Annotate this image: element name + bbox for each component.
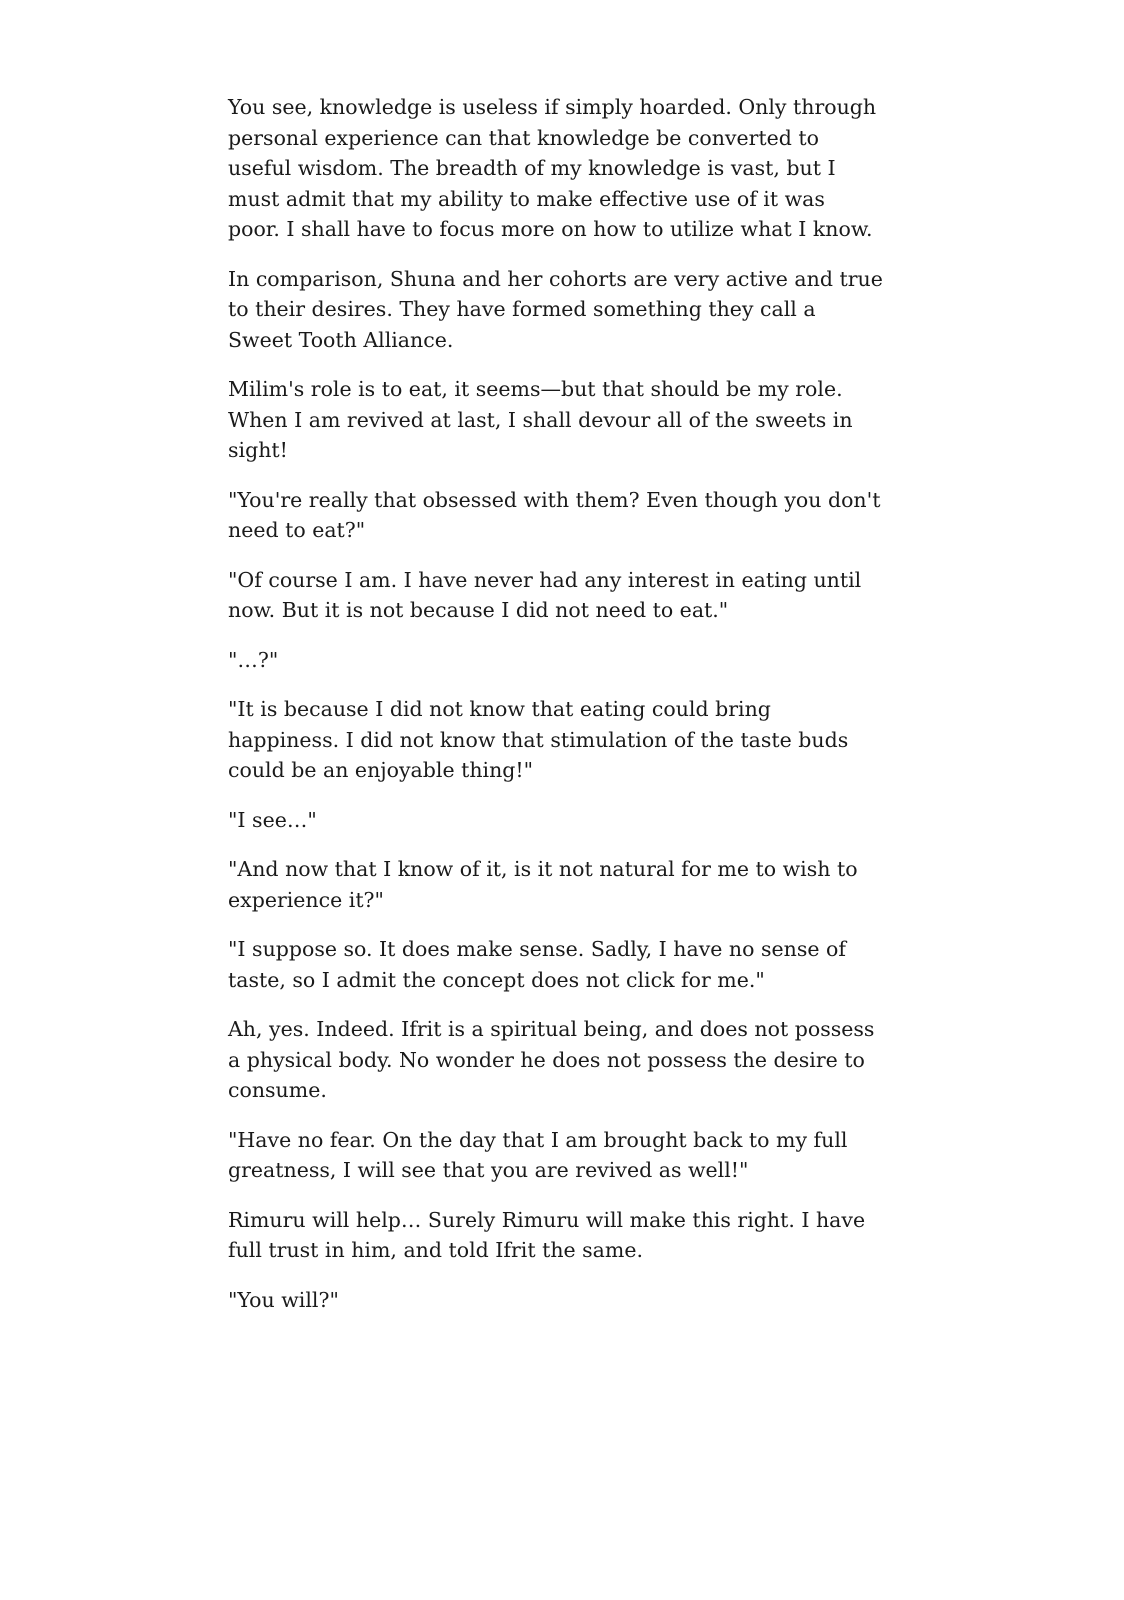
paragraph: "I suppose so. It does make sense. Sadly, I have no sense of taste, so I admit the concept does not click for me." — [228, 937, 846, 992]
paragraph: "And now that I know of it, is it not natural for me to wish to experience it?" — [228, 857, 858, 912]
paragraph: In comparison, Shuna and her cohorts are very active and true to their desires. They have formed something they call a Sweet Tooth Alliance. — [228, 266, 883, 352]
paragraph: Ah, yes. Indeed. Ifrit is a spiritual being, and does not possess a physical body. No wonder he does not possess the desire to consume. — [228, 1017, 875, 1102]
paragraph: Milim's role is to eat, it seems—but that should be my role. When I am revived at last, I shall devour all of the sweets in sight! — [228, 377, 853, 462]
body-text-column — [228, 92, 883, 1315]
paragraph: "I see…" — [228, 807, 317, 832]
paragraph: You see, knowledge is useless if simply hoarded. Only through personal experience can that knowledge be converted to useful wisdom. The breadth of my knowledge is vast, but I must admit that my ability to make effective use of it was poor. I shall have to focus more on how to utilize what I know. — [228, 95, 877, 241]
paragraph: "It is because I did not know that eating could bring happiness. I did not know that stimulation of the taste buds could be an enjoyable thing!" — [228, 697, 849, 782]
paragraph: "…?" — [228, 647, 279, 672]
paragraph: "Have no fear. On the day that I am brought back to my full greatness, I will see that you are revived as well!" — [228, 1127, 848, 1182]
paragraph: "You will?" — [228, 1287, 339, 1312]
paragraph: "Of course I am. I have never had any interest in eating until now. But it is not because I did not need to eat." — [228, 567, 862, 622]
paragraph: "You're really that obsessed with them? Even though you don't need to eat?" — [228, 487, 881, 542]
paragraph: Rimuru will help… Surely Rimuru will make this right. I have full trust in him, and told Ifrit the same. — [228, 1207, 866, 1262]
